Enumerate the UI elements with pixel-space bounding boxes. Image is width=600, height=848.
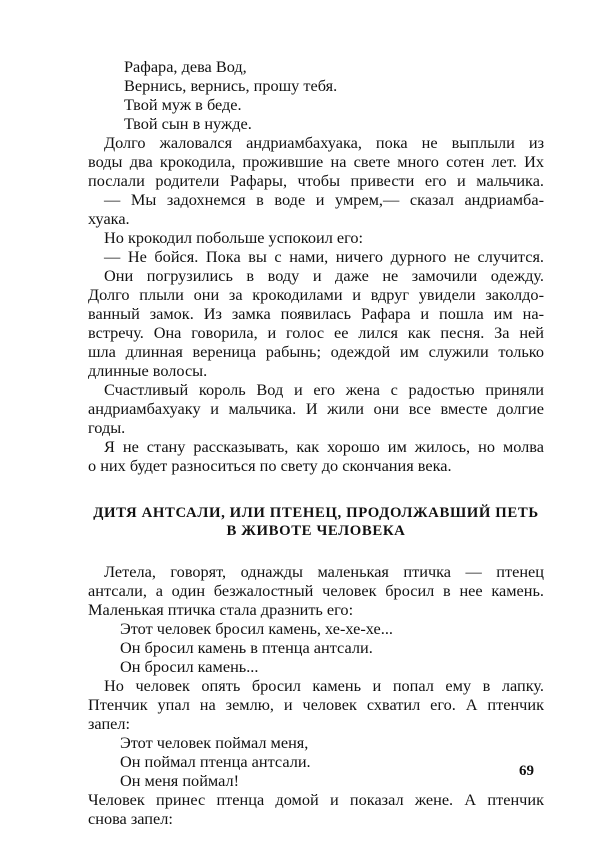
- verse-line: Он поймал птенца антсали.: [120, 752, 311, 771]
- text-line: Летела, говорят, однажды маленькая птичка — птенец: [104, 562, 544, 581]
- text-line: андриамбахуаку и мальчика. И жили они все вместе долгие: [88, 399, 544, 418]
- dialogue-line: — Не бойся. Пока вы с нами, ничего дурного не случится.: [104, 247, 544, 266]
- text-line: послали родители Рафары, чтобы привести его и мальчика.: [88, 171, 544, 190]
- verse-line: Рафара, дева Вод,: [124, 57, 247, 76]
- text-line: Я не стану рассказывать, как хорошо им жилось, но молва: [104, 437, 544, 456]
- verse-line: Вернись, вернись, прошу тебя.: [124, 76, 338, 95]
- text-line: Но крокодил побольше успокоил его:: [104, 228, 364, 247]
- text-line: ванный замок. Из замка появилась Рафара и пошла им на-: [88, 304, 544, 323]
- verse-line: Он бросил камень...: [120, 657, 259, 676]
- verse-line: Твой муж в беде.: [124, 95, 242, 114]
- text-line: годы.: [88, 418, 126, 437]
- verse-line: Этот человек бросил камень, хе-хе-хе...: [120, 619, 393, 638]
- text-line: шла длинная вереница рабынь; одеждой им служили только: [88, 342, 544, 361]
- text-line: Долго плыли они за крокодилами и вдруг увидели заколдо-: [88, 285, 544, 304]
- text-line: Птенчик упал на землю, и человек схватил его. А птенчик: [88, 695, 544, 714]
- verse-line: Этот человек поймал меня,: [120, 733, 309, 752]
- text-line: Счастливый король Вод и его жена с радостью приняли: [104, 380, 544, 399]
- section-heading: ДИТЯ АНТСАЛИ, ИЛИ ПТЕНЕЦ, ПРОДОЛЖАВШИЙ ПЕТЬ: [93, 505, 539, 521]
- text-line: антсали, а один безжалостный человек бросил в нее камень.: [88, 581, 544, 600]
- text-line: Человек принес птенца домой и показал жене. А птенчик: [88, 790, 544, 809]
- text-line: Долго жаловался андриамбахуака, пока не выплыли из: [104, 133, 544, 152]
- text-line: Они погрузились в воду и даже не замочили одежду.: [104, 266, 544, 285]
- text-line: длинные волосы.: [88, 361, 208, 380]
- verse-line: Он бросил камень в птенца антсали.: [120, 638, 373, 657]
- dialogue-line: — Мы задохнемся в воде и умрем,— сказал андриамба-: [104, 190, 544, 209]
- text-line: Маленькая птичка стала дразнить его:: [88, 600, 354, 619]
- text-line: о них будет разноситься по свету до скончания века.: [88, 456, 452, 475]
- text-line: встречу. Она говорила, и голос ее лился как песня. За ней: [88, 323, 544, 342]
- verse-line: Твой сын в нужде.: [124, 114, 252, 133]
- verse-line: Он меня поймал!: [120, 771, 240, 790]
- text-line: хуака.: [88, 209, 130, 228]
- text-line: воды два крокодила, прожившие на свете много сотен лет. Их: [88, 152, 544, 171]
- section-heading: В ЖИВОТЕ ЧЕЛОВЕКА: [226, 523, 406, 539]
- page-number: 69: [519, 763, 534, 779]
- text-line: снова запел:: [88, 809, 173, 828]
- text-line: запел:: [88, 714, 131, 733]
- text-line: Но человек опять бросил камень и попал ему в лапку.: [104, 676, 544, 695]
